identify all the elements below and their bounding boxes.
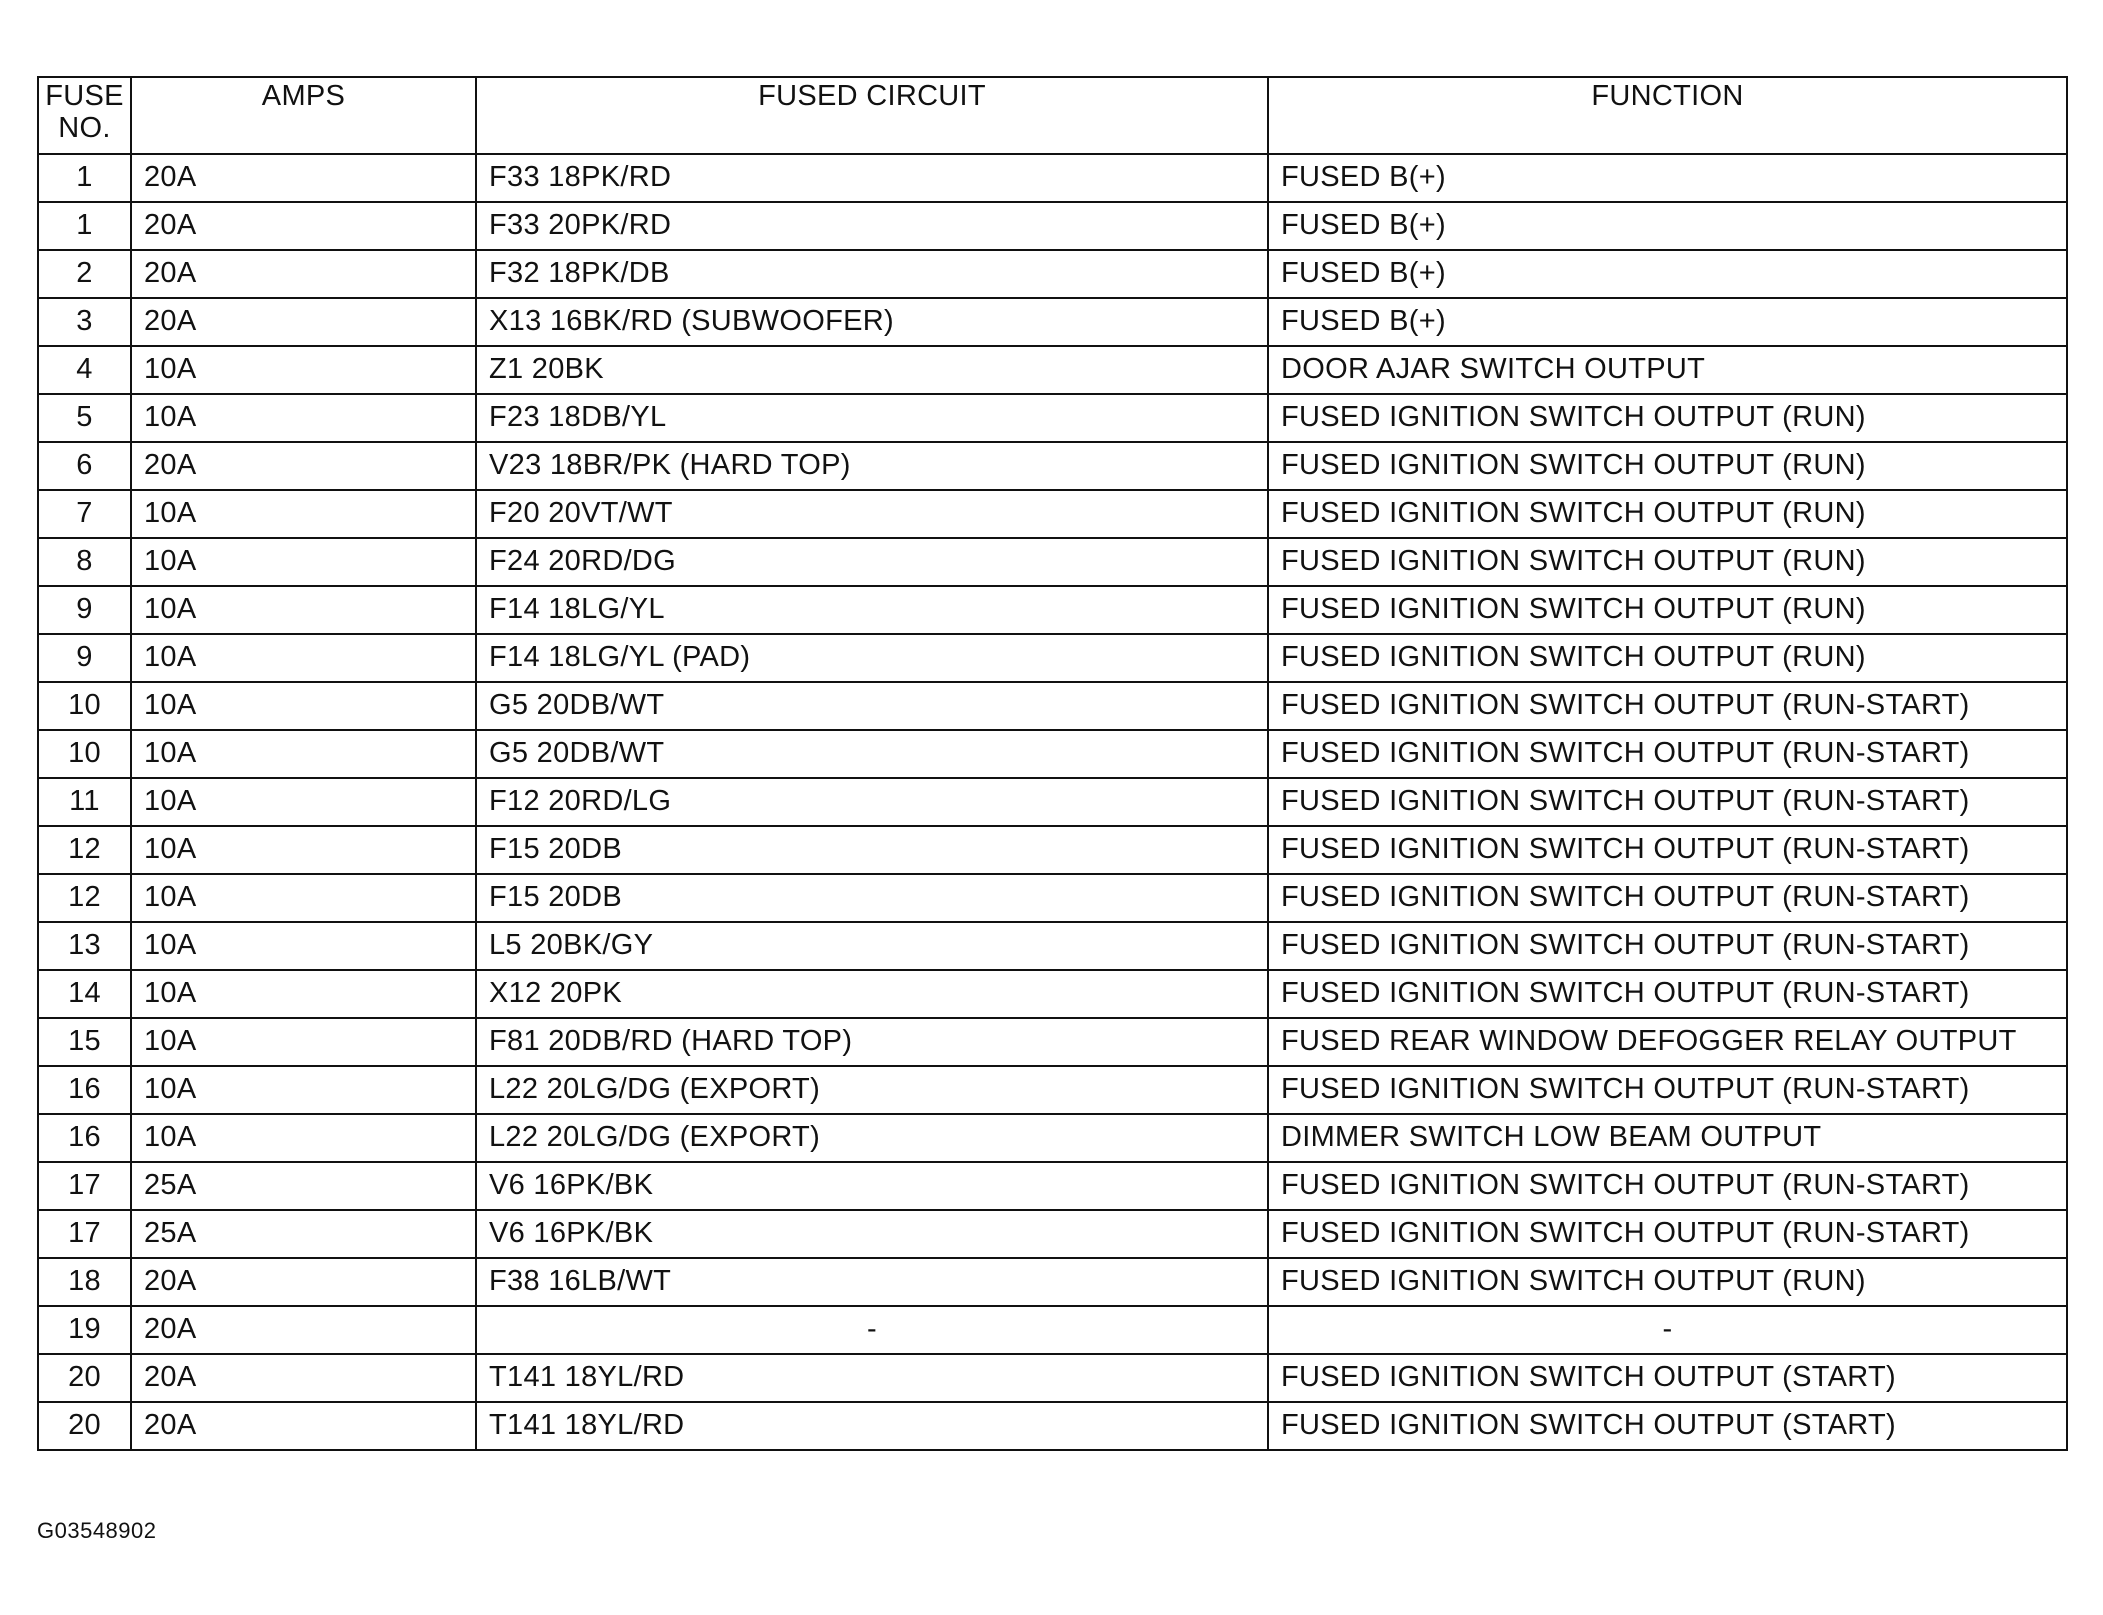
fused-circuit-cell: Z1 20BK: [476, 346, 1268, 394]
amps-cell: 10A: [131, 970, 476, 1018]
amps-cell: 10A: [131, 826, 476, 874]
table-row: [38, 1402, 2067, 1450]
fused-circuit-cell: F12 20RD/LG: [476, 778, 1268, 826]
fused-circuit-cell: L22 20LG/DG (EXPORT): [476, 1066, 1268, 1114]
amps-cell: 20A: [131, 202, 476, 250]
function-cell: FUSED IGNITION SWITCH OUTPUT (RUN-START): [1268, 1210, 2067, 1258]
table-row: [38, 442, 2067, 490]
amps-cell: 25A: [131, 1210, 476, 1258]
function-cell: FUSED IGNITION SWITCH OUTPUT (RUN): [1268, 490, 2067, 538]
fuse-table-body: [38, 154, 2067, 1450]
function-cell: FUSED IGNITION SWITCH OUTPUT (RUN-START): [1268, 1066, 2067, 1114]
fuse-no-cell: 12: [38, 826, 131, 874]
fuse-no-cell: 10: [38, 682, 131, 730]
amps-cell: 10A: [131, 394, 476, 442]
amps-cell: 10A: [131, 682, 476, 730]
fuse-no-cell: 20: [38, 1402, 131, 1450]
amps-cell: 20A: [131, 1354, 476, 1402]
fused-circuit-cell: F33 18PK/RD: [476, 154, 1268, 202]
table-row: [38, 1354, 2067, 1402]
fuse-no-cell: 15: [38, 1018, 131, 1066]
function-cell: FUSED IGNITION SWITCH OUTPUT (RUN): [1268, 634, 2067, 682]
fused-circuit-cell: G5 20DB/WT: [476, 682, 1268, 730]
table-row: [38, 1162, 2067, 1210]
fuse-no-cell: 14: [38, 970, 131, 1018]
amps-cell: 10A: [131, 778, 476, 826]
table-row: [38, 778, 2067, 826]
function-cell: FUSED IGNITION SWITCH OUTPUT (RUN-START): [1268, 682, 2067, 730]
function-cell: FUSED IGNITION SWITCH OUTPUT (RUN): [1268, 586, 2067, 634]
fuse-no-cell: 3: [38, 298, 131, 346]
table-row: [38, 250, 2067, 298]
fused-circuit-cell: F32 18PK/DB: [476, 250, 1268, 298]
fused-circuit-cell: V6 16PK/BK: [476, 1210, 1268, 1258]
table-row: [38, 826, 2067, 874]
amps-cell: 10A: [131, 1018, 476, 1066]
table-row: [38, 1306, 2067, 1354]
fused-circuit-cell: V23 18BR/PK (HARD TOP): [476, 442, 1268, 490]
amps-cell: 20A: [131, 250, 476, 298]
fuse-no-cell: 17: [38, 1210, 131, 1258]
amps-cell: 20A: [131, 1402, 476, 1450]
fused-circuit-cell: L5 20BK/GY: [476, 922, 1268, 970]
function-cell: DOOR AJAR SWITCH OUTPUT: [1268, 346, 2067, 394]
header-row: [38, 77, 2067, 154]
fuse-no-cell: 10: [38, 730, 131, 778]
fuse-no-cell: 9: [38, 586, 131, 634]
amps-cell: 10A: [131, 1114, 476, 1162]
table-row: [38, 154, 2067, 202]
table-row: [38, 346, 2067, 394]
amps-cell: 20A: [131, 1258, 476, 1306]
fuse-no-cell: 1: [38, 202, 131, 250]
function-cell: FUSED IGNITION SWITCH OUTPUT (RUN-START): [1268, 970, 2067, 1018]
fused-circuit-cell: L22 20LG/DG (EXPORT): [476, 1114, 1268, 1162]
fused-circuit-cell: V6 16PK/BK: [476, 1162, 1268, 1210]
fuse-table: [37, 76, 2068, 1451]
fused-circuit-cell: F20 20VT/WT: [476, 490, 1268, 538]
amps-cell: 20A: [131, 154, 476, 202]
function-cell: FUSED IGNITION SWITCH OUTPUT (RUN): [1268, 1258, 2067, 1306]
header-function: FUNCTION: [1268, 77, 2067, 154]
fuse-no-cell: 4: [38, 346, 131, 394]
function-cell: FUSED IGNITION SWITCH OUTPUT (RUN-START): [1268, 778, 2067, 826]
function-cell: FUSED IGNITION SWITCH OUTPUT (START): [1268, 1354, 2067, 1402]
figure-id: G03548902: [37, 1518, 157, 1543]
table-row: [38, 1114, 2067, 1162]
table-row: [38, 922, 2067, 970]
fused-circuit-cell: X13 16BK/RD (SUBWOOFER): [476, 298, 1268, 346]
amps-cell: 10A: [131, 874, 476, 922]
table-row: [38, 970, 2067, 1018]
amps-cell: 10A: [131, 922, 476, 970]
fuse-no-cell: 13: [38, 922, 131, 970]
fuse-no-cell: 1: [38, 154, 131, 202]
amps-cell: 10A: [131, 586, 476, 634]
table-row: [38, 682, 2067, 730]
fuse-no-cell: 18: [38, 1258, 131, 1306]
table-row: [38, 1210, 2067, 1258]
fuse-no-cell: 2: [38, 250, 131, 298]
amps-cell: 10A: [131, 634, 476, 682]
fused-circuit-cell: F15 20DB: [476, 826, 1268, 874]
function-cell: FUSED B(+): [1268, 250, 2067, 298]
table-row: [38, 202, 2067, 250]
function-cell: -: [1268, 1306, 2067, 1354]
fused-circuit-cell: F15 20DB: [476, 874, 1268, 922]
header-fuse-no: [38, 77, 131, 154]
function-cell: FUSED REAR WINDOW DEFOGGER RELAY OUTPUT: [1268, 1018, 2067, 1066]
function-cell: FUSED B(+): [1268, 202, 2067, 250]
fuse-no-cell: 8: [38, 538, 131, 586]
function-cell: FUSED IGNITION SWITCH OUTPUT (RUN): [1268, 442, 2067, 490]
table-row: [38, 586, 2067, 634]
amps-cell: 25A: [131, 1162, 476, 1210]
fuse-no-cell: 6: [38, 442, 131, 490]
table-row: [38, 394, 2067, 442]
function-cell: FUSED IGNITION SWITCH OUTPUT (RUN): [1268, 538, 2067, 586]
amps-cell: 20A: [131, 298, 476, 346]
fused-circuit-cell: F23 18DB/YL: [476, 394, 1268, 442]
table-row: [38, 490, 2067, 538]
amps-cell: 10A: [131, 538, 476, 586]
header-fuse-no-line2: NO.: [58, 111, 111, 144]
function-cell: FUSED IGNITION SWITCH OUTPUT (RUN-START): [1268, 1162, 2067, 1210]
fuse-no-cell: 16: [38, 1114, 131, 1162]
table-row: [38, 874, 2067, 922]
fused-circuit-cell: F14 18LG/YL: [476, 586, 1268, 634]
fused-circuit-cell: F81 20DB/RD (HARD TOP): [476, 1018, 1268, 1066]
fuse-no-cell: 19: [38, 1306, 131, 1354]
table-row: [38, 298, 2067, 346]
fused-circuit-cell: F38 16LB/WT: [476, 1258, 1268, 1306]
fuse-no-cell: 7: [38, 490, 131, 538]
function-cell: FUSED IGNITION SWITCH OUTPUT (RUN-START): [1268, 730, 2067, 778]
fuse-no-cell: 12: [38, 874, 131, 922]
amps-cell: 20A: [131, 1306, 476, 1354]
fused-circuit-cell: -: [476, 1306, 1268, 1354]
fused-circuit-cell: T141 18YL/RD: [476, 1354, 1268, 1402]
fuse-no-cell: 5: [38, 394, 131, 442]
fused-circuit-cell: T141 18YL/RD: [476, 1402, 1268, 1450]
amps-cell: 10A: [131, 730, 476, 778]
header-fuse-no-line1: FUSE: [45, 80, 124, 112]
fuse-no-cell: 9: [38, 634, 131, 682]
amps-cell: 10A: [131, 1066, 476, 1114]
fuse-no-cell: 20: [38, 1354, 131, 1402]
function-cell: FUSED IGNITION SWITCH OUTPUT (START): [1268, 1402, 2067, 1450]
function-cell: DIMMER SWITCH LOW BEAM OUTPUT: [1268, 1114, 2067, 1162]
function-cell: FUSED IGNITION SWITCH OUTPUT (RUN): [1268, 394, 2067, 442]
function-cell: FUSED B(+): [1268, 298, 2067, 346]
table-row: [38, 538, 2067, 586]
header-amps: AMPS: [131, 77, 476, 154]
function-cell: FUSED IGNITION SWITCH OUTPUT (RUN-START): [1268, 874, 2067, 922]
function-cell: FUSED B(+): [1268, 154, 2067, 202]
fused-circuit-cell: F24 20RD/DG: [476, 538, 1268, 586]
fuse-no-cell: 17: [38, 1162, 131, 1210]
table-row: [38, 1018, 2067, 1066]
amps-cell: 10A: [131, 490, 476, 538]
function-cell: FUSED IGNITION SWITCH OUTPUT (RUN-START): [1268, 826, 2067, 874]
fused-circuit-cell: G5 20DB/WT: [476, 730, 1268, 778]
fused-circuit-cell: F14 18LG/YL (PAD): [476, 634, 1268, 682]
table-row: [38, 1066, 2067, 1114]
table-row: [38, 634, 2067, 682]
fused-circuit-cell: X12 20PK: [476, 970, 1268, 1018]
function-cell: FUSED IGNITION SWITCH OUTPUT (RUN-START): [1268, 922, 2067, 970]
amps-cell: 20A: [131, 442, 476, 490]
fuse-no-cell: 11: [38, 778, 131, 826]
fuse-no-cell: 16: [38, 1066, 131, 1114]
table-row: [38, 1258, 2067, 1306]
header-fused-circuit: FUSED CIRCUIT: [476, 77, 1268, 154]
fused-circuit-cell: F33 20PK/RD: [476, 202, 1268, 250]
amps-cell: 10A: [131, 346, 476, 394]
table-row: [38, 730, 2067, 778]
